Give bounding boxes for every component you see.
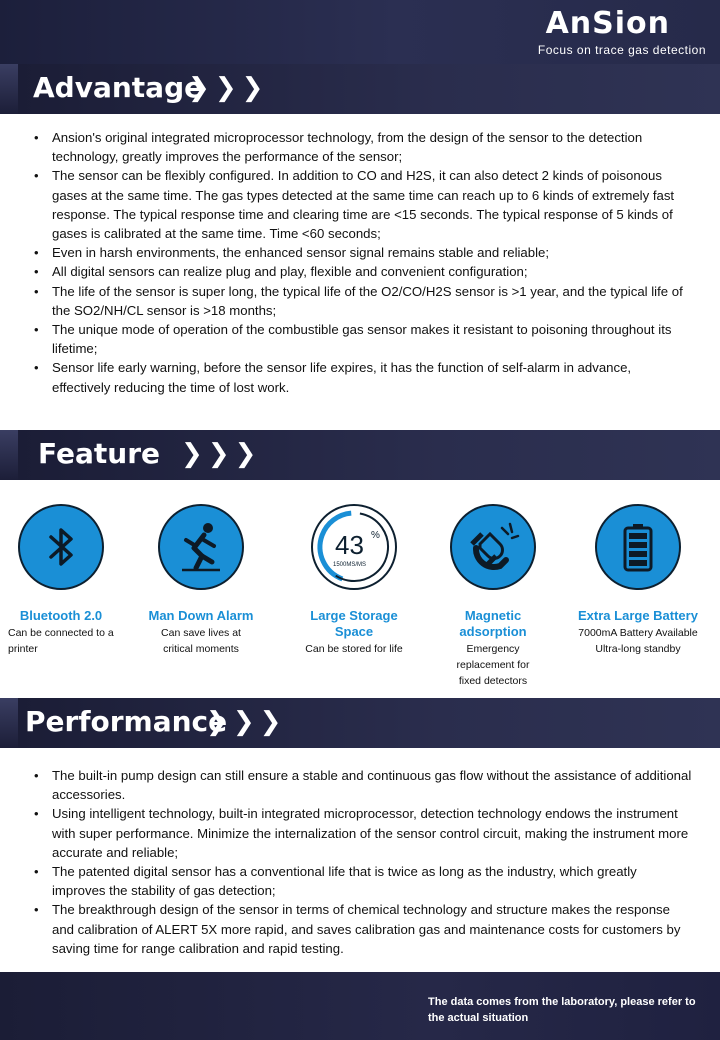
bluetooth-icon <box>18 504 104 590</box>
feature-header <box>0 430 720 480</box>
header-accent <box>0 430 18 480</box>
list-item: • Even in harsh environments, the enhanced sensor signal remains stable and reliable; <box>32 243 692 262</box>
gauge-sub: 1500MS/MS <box>333 562 367 568</box>
feature-title: Large Storage Space <box>310 608 398 639</box>
feature-man-down <box>126 504 276 657</box>
footer-note: The data comes from the laboratory, please refer to the actual situation <box>428 996 696 1024</box>
feature-desc: Can be connected to a printer <box>8 627 114 655</box>
list-item: • The life of the sensor is super long, the typical life of the O2/CO/H2S sensor is >1 year, and the typical life of the SO2/NH/CL sensor is >18 months; <box>32 282 692 320</box>
feature-title: Bluetooth 2.0 <box>19 608 103 623</box>
feature-battery <box>563 504 713 657</box>
list-item: • The patented digital sensor has a conventional life that is twice as long as the industry, which greatly improves the stability of gas detection; <box>32 862 692 900</box>
advantage-header <box>0 64 720 114</box>
performance-list <box>32 766 692 958</box>
battery-icon <box>595 504 681 590</box>
list-item: • The built-in pump design can still ensure a stable and continuous gas flow without the assistance of additional accessories. <box>32 766 692 804</box>
storage-gauge-icon <box>311 504 397 590</box>
feature-title: Magnetic adsorption <box>459 608 527 639</box>
brand-logo: AnSion <box>545 6 670 41</box>
feature-desc: Can be stored for life <box>305 643 403 655</box>
list-item: • The breakthrough design of the sensor in terms of chemical technology and structure makes the response and calibration of ALERT 5X more rapid, and saves calibration gas and maintenance costs for customers by saving time for range calibration and rapid testing. <box>32 900 692 958</box>
list-item: • Sensor life early warning, before the sensor life expires, it has the function of self-alarm in advance, effectively reducing the time of lost work. <box>32 358 692 396</box>
footer-banner <box>0 972 720 1040</box>
list-item: • The sensor can be flexibly configured. In addition to CO and H2S, it can also detect 2 kinds of poisonous gases at the same time. The gas types detected at the same time can reach up to 6 kinds of extremely fast response. The typical response time and clearing time are <15 seconds. The typical response of 5 kinds of gases is calibrated at the same time. Time <60 seconds; <box>32 166 692 243</box>
feature-row <box>0 504 720 694</box>
list-item: • Ansion's original integrated microprocessor technology, from the design of the sensor to the detection technology, greatly improves the performance of the sensor; <box>32 128 692 166</box>
feature-title: Man Down Alarm <box>148 608 254 623</box>
list-item: • The unique mode of operation of the combustible gas sensor makes it resistant to poisoning throughout its lifetime; <box>32 320 692 358</box>
header-accent <box>0 698 18 748</box>
performance-title: Performance <box>25 705 228 738</box>
performance-header <box>0 698 720 748</box>
feature-title: Feature <box>38 437 160 470</box>
feature-desc: Emergency replacement for fixed detectors <box>456 643 530 687</box>
feature-desc: Can save lives at critical moments <box>161 627 241 655</box>
chevron-right-icon: ❯ ❯ ❯ <box>181 439 255 469</box>
gauge-value: 43 <box>335 530 364 560</box>
chevron-right-icon: ❯ ❯ ❯ <box>206 707 280 737</box>
feature-title: Extra Large Battery <box>578 608 698 623</box>
header-accent <box>0 64 18 114</box>
top-banner <box>0 0 720 64</box>
chevron-right-icon: ❯ ❯ ❯ <box>188 73 262 103</box>
advantage-title: Advantage <box>33 71 204 104</box>
feature-bluetooth <box>0 504 136 657</box>
list-item: • All digital sensors can realize plug and play, flexible and convenient configuration; <box>32 262 692 281</box>
brand-tagline: Focus on trace gas detection <box>537 43 706 57</box>
advantage-list <box>32 128 692 397</box>
gauge-unit: % <box>371 530 380 541</box>
man-down-icon <box>158 504 244 590</box>
feature-desc: 7000mA Battery Available Ultra-long standby <box>578 627 698 655</box>
list-item: • Using intelligent technology, built-in integrated microprocessor, detection technology endows the instrument with super performance. Minimize the internalization of the sensor control circuit, making the instrument more accurate and reliable; <box>32 804 692 862</box>
feature-storage <box>279 504 429 657</box>
feature-magnet <box>418 504 568 689</box>
magnet-icon <box>450 504 536 590</box>
